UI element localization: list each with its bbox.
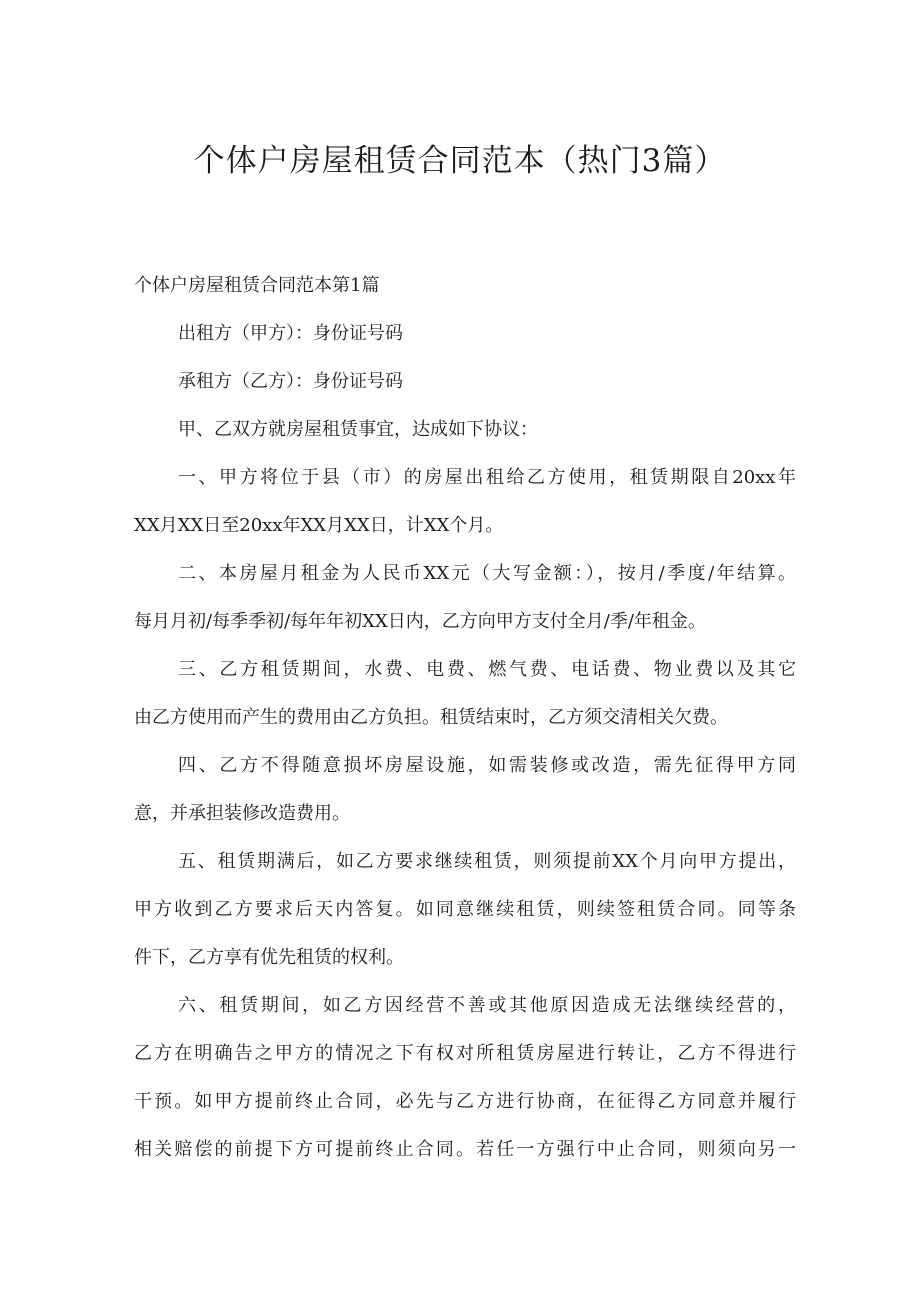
paragraph-line: 五、租赁期满后，如乙方要求继续租赁，则须提前XX个月向甲方提出， — [178, 851, 796, 872]
document-body — [134, 262, 796, 1174]
paragraph-line: 四、乙方不得随意损坏房屋设施，如需装修或改造，需先征得甲方同 — [178, 755, 796, 776]
paragraph-line: 相关赔偿的前提下方可提前终止合同。若任一方强行中止合同，则须向另一 — [134, 1139, 796, 1160]
paragraph-line: 承租方（乙方）：身份证号码 — [178, 371, 403, 392]
section-heading: 个体户房屋租赁合同范本第1篇 — [134, 275, 380, 296]
paragraph-line: 二、本房屋月租金为人民币XX元（大写金额：），按月/季度/年结算。 — [178, 563, 796, 584]
paragraph-line: 甲方收到乙方要求后天内答复。如同意继续租赁，则续签租赁合同。同等条 — [134, 899, 796, 920]
paragraph-line: 每月月初/每季季初/每年年初XX日内，乙方向甲方支付全月/季/年租金。 — [134, 611, 706, 632]
paragraph-line: 干预。如甲方提前终止合同，必先与乙方进行协商，在征得乙方同意并履行 — [134, 1091, 796, 1112]
paragraph-line: 件下，乙方享有优先租赁的权利。 — [134, 947, 404, 968]
paragraph-line: 六、租赁期间，如乙方因经营不善或其他原因造成无法继续经营的， — [178, 995, 796, 1016]
paragraph-line: 出租方（甲方）：身份证号码 — [178, 323, 403, 344]
paragraph-line: XX月XX日至20xx年XX月XX日，计XX个月。 — [134, 515, 504, 536]
paragraph-line: 一、甲方将位于县（市）的房屋出租给乙方使用，租赁期限自20xx年 — [178, 467, 796, 488]
paragraph-line: 乙方在明确告之甲方的情况之下有权对所租赁房屋进行转让，乙方不得进行 — [134, 1043, 796, 1064]
document-title: 个体户房屋租赁合同范本（热门3篇） — [193, 143, 727, 179]
paragraph-line: 三、乙方租赁期间，水费、电费、燃气费、电话费、物业费以及其它 — [178, 659, 796, 680]
paragraph-line: 意，并承担装修改造费用。 — [134, 803, 350, 824]
paragraph-line: 甲、乙双方就房屋租赁事宜，达成如下协议： — [178, 419, 538, 440]
paragraph-line: 由乙方使用而产生的费用由乙方负担。租赁结束时，乙方须交清相关欠费。 — [134, 707, 728, 728]
